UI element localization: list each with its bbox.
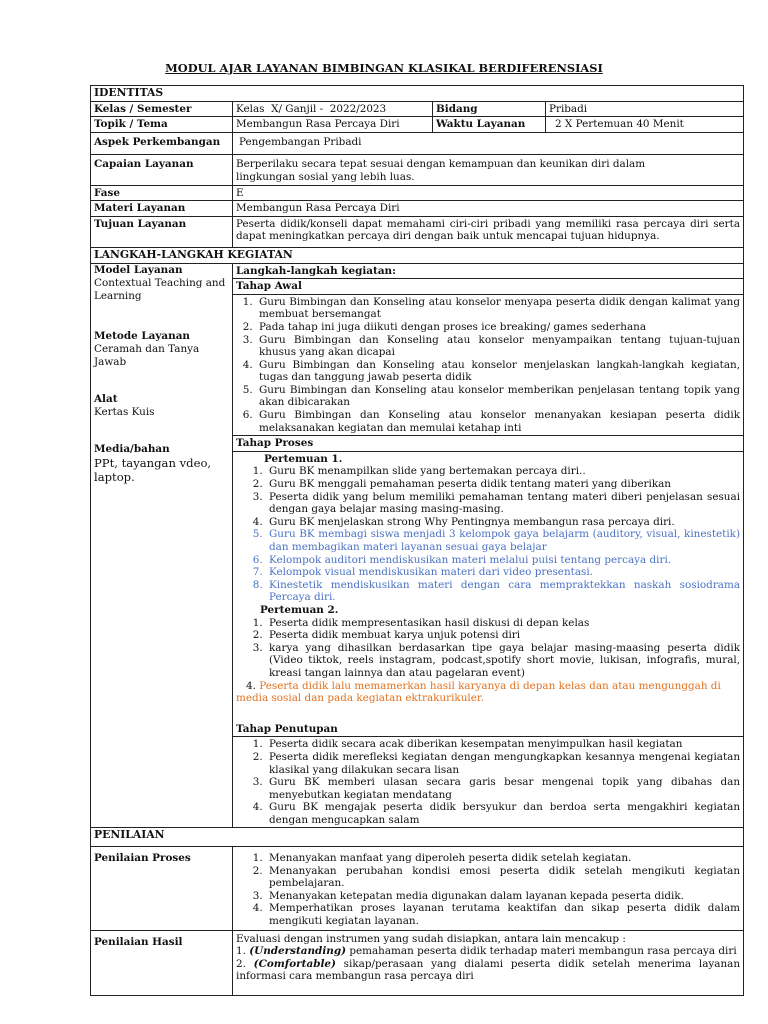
media-value: PPt, tayangan vdeo, laptop. [94, 455, 212, 484]
list-item: 4. Memperhatikan proses layanan terutama keaktifan dan sikap peserta didik dalam mengikuti kegiatan layanan. [266, 902, 740, 927]
media-label: Media/bahan [94, 443, 170, 456]
list-item: 2. Menanyakan perubahan kondisi emosi peserta didik setelah mengikuti kegiatan pembelajaran. [266, 865, 740, 890]
awal-heading: Tahap Awal [233, 279, 743, 295]
pertemuan2-list [236, 617, 740, 680]
list-item: 1. Guru BK menampilkan slide yang bertemakan percaya diri.. [266, 465, 740, 478]
list-item: 8. Kinestetik mendiskusikan materi dengan cara mempraktekkan naskah sosiodrama Percaya diri. [266, 579, 740, 604]
list-item: 3. Guru BK memberi ulasan secara garis besar mengenai topik yang dibahas dan menyebutkan kegiatan mendatang [266, 776, 740, 801]
langkah-right-column [233, 263, 744, 828]
pertemuan1-title: Pertemuan 1. [264, 452, 343, 465]
identitas-heading-row [91, 86, 744, 102]
list-item: 4. Guru BK menjelaskan strong Why Pentingnya membangun rasa percaya diri. [266, 516, 740, 529]
pertemuan2-item4 [236, 680, 740, 705]
proses-cell [233, 451, 743, 736]
proses-heading: Tahap Proses [233, 436, 743, 452]
aspek-value [233, 132, 744, 155]
list-item: 2. Peserta didik membuat karya unjuk potensi diri [266, 629, 740, 642]
topik-value: Membangun Rasa Percaya Diri [233, 117, 433, 133]
penilaian-proses-list [236, 852, 740, 928]
penilaian-hasil-value [233, 930, 744, 995]
hasil-item-2 [236, 958, 740, 983]
list-item: 4. Guru BK mengajak peserta didik bersyukur dan berdoa serta mengakhiri kegiatan dengan mengucapkan salam [266, 801, 740, 826]
tujuan-row [91, 216, 744, 247]
kelas-value: Kelas X/ Ganjil - 2022/2023 [233, 101, 433, 117]
materi-label: Materi Layanan [91, 201, 233, 217]
hasil-2-term: (Comfortable) [253, 957, 336, 970]
list-item: 3. Peserta didik yang belum memiliki pemahaman tentang materi diberi penjelasan sesuai dengan gaya belajar masing masing-masing. [266, 491, 740, 516]
penilaian-heading-row [91, 828, 744, 847]
hasil-2-text: sikap/perasaan yang dialami peserta didik setelah menerima layanan informasi cara membangun rasa percaya diri [236, 957, 741, 983]
penutupan-cell [233, 737, 743, 828]
awal-cell [233, 294, 743, 436]
list-item: 1. Peserta didik secara acak diberikan kesempatan menyimpulkan hasil kegiatan [266, 738, 740, 751]
aspek-label: Aspek Perkembangan [91, 132, 233, 155]
langkah-body-row [91, 263, 744, 828]
identitas-heading: IDENTITAS [91, 86, 744, 102]
hasil-1-num: 1. [236, 945, 246, 958]
list-item: 2. Pada tahap ini juga diikuti dengan proses ice breaking/ games sederhana [256, 321, 740, 334]
tujuan-label: Tujuan Layanan [91, 216, 233, 247]
list-item: 1. Guru Bimbingan dan Konseling atau konselor menyapa peserta didik dengan kalimat yang membuat bersemangat [256, 296, 740, 321]
langkah-heading: LANGKAH-LANGKAH KEGIATAN [91, 247, 744, 263]
penilaian-heading: PENILAIAN [91, 828, 744, 847]
bidang-value: Pribadi [546, 101, 744, 117]
list-item: 5. Guru BK membagi siswa menjadi 3 kelompok gaya belajarm (auditory, visual, kinestetik) dan membagikan materi layanan sesuai gaya belajar [266, 528, 740, 553]
penilaian-proses-label: Penilaian Proses [91, 847, 233, 931]
pertemuan1-list [236, 465, 740, 604]
list-item: 3. karya yang dihasilkan berdasarkan tipe gaya belajar masing-maasing peserta didik (Video tiktok, reels instagram, podcast,spotify short movie, lukisan, infografis, mural, kreasi tangan lainnya dan atau pagelaran event) [266, 642, 740, 680]
steps-inner-table [233, 264, 743, 828]
metode-value: Ceramah dan Tanya Jawab [94, 342, 200, 368]
aspek-value-text: Pengembangan Pribadi [239, 135, 362, 148]
list-item: 5. Guru Bimbingan dan Konseling atau konselor memberikan penjelasan tentang topik yang akan dibicarakan [256, 384, 740, 409]
list-item: 6. Guru Bimbingan dan Konseling atau konselor menanyakan kesiapan peserta didik melaksanakan kegiatan dan memulai ketahap inti [256, 409, 740, 434]
langkah-heading-row [91, 247, 744, 263]
list-item: 1. Menanyakan manfaat yang diperoleh peserta didik setelah kegiatan. [266, 852, 740, 865]
capaian-value-text: Berperilaku secara tepat sesuai dengan kemampuan dan keunikan diri dalam lingkungan sosial yang lebih luas. [236, 158, 646, 183]
list-item: 7. Kelompok visual mendiskusikan materi dari video presentasi. [266, 566, 740, 579]
fase-label: Fase [91, 185, 233, 201]
steps-heading: Langkah-langkah kegiatan: [233, 264, 743, 279]
list-item: 2. Guru BK menggali pemahaman peserta didik tentang materi yang diberikan [266, 478, 740, 491]
aspek-row [91, 132, 744, 155]
hasil-2-num: 2. [236, 957, 246, 970]
alat-value: Kertas Kuis [94, 405, 155, 418]
hasil-item-1 [236, 945, 740, 958]
list-item: 1. Peserta didik mempresentasikan hasil diskusi di depan kelas [266, 617, 740, 630]
kelas-label: Kelas / Semester [91, 101, 233, 117]
fase-value: E [233, 185, 744, 201]
penutupan-list [236, 738, 740, 826]
list-item: 2. Peserta didik merefleksi kegiatan dengan mengungkapkan kesannya mengenai kegiatan klasikal yang dilakukan secara lisan [266, 751, 740, 776]
list-item: 3. Guru Bimbingan dan Konseling atau konselor menyampaikan tentang tujuan-tujuan khusus yang akan dicapai [256, 334, 740, 359]
hasil-1-term: (Understanding) [249, 945, 347, 958]
list-item: 6. Kelompok auditori mendiskusikan materi melalui puisi tentang percaya diri. [266, 554, 740, 567]
penilaian-hasil-row [91, 930, 744, 995]
materi-row [91, 201, 744, 217]
penilaian-hasil-label: Penilaian Hasil [91, 930, 233, 995]
metode-label: Metode Layanan [94, 330, 190, 343]
topik-label: Topik / Tema [91, 117, 233, 133]
module-table [90, 85, 744, 996]
list-item: 3. Menanyakan ketepatan media digunakan dalam layanan kepada peserta didik. [266, 890, 740, 903]
capaian-row [91, 155, 744, 185]
awal-list [236, 296, 740, 435]
penutupan-heading: Tahap Penutupan [236, 722, 338, 735]
document-title: MODUL AJAR LAYANAN BIMBINGAN KLASIKAL BERDIFERENSIASI [165, 61, 603, 75]
waktu-value [546, 117, 744, 133]
model-label: Model Layanan [94, 263, 183, 276]
kelas-row [91, 101, 744, 117]
topik-row [91, 117, 744, 133]
capaian-value [233, 155, 744, 185]
waktu-value-text: 2 X Pertemuan 40 Menit [555, 118, 684, 131]
waktu-label: Waktu Layanan [433, 117, 546, 133]
bidang-label: Bidang [433, 101, 546, 117]
hasil-intro: Evaluasi dengan instrumen yang sudah disiapkan, antara lain mencakup : [236, 932, 626, 945]
model-value: Contextual Teaching and Learning [94, 277, 226, 302]
langkah-left-column [91, 263, 233, 828]
fase-row [91, 185, 744, 201]
capaian-label: Capaian Layanan [91, 155, 233, 185]
list-item: 4. Guru Bimbingan dan Konseling atau konselor menjelaskan langkah-langkah kegiatan, tugas dan tanggung jawab peserta didik [256, 359, 740, 384]
pertemuan2-item4-num: 4. [246, 679, 256, 692]
penilaian-proses-row [91, 847, 744, 931]
hasil-1-text: pemahaman peserta didik terhadap materi membangun rasa percaya diri [346, 945, 737, 958]
tujuan-value: Peserta didik/konseli dapat memahami ciri-ciri pribadi yang memiliki rasa percaya diri serta dapat meningkatkan percaya diri dengan baik untuk mencapai tujuan hidupnya. [233, 216, 744, 247]
alat-label: Alat [94, 393, 118, 406]
materi-value: Membangun Rasa Percaya Diri [233, 201, 744, 217]
penilaian-proses-value [233, 847, 744, 931]
pertemuan2-item4-text: Peserta didik lalu memamerkan hasil karyanya di depan kelas dan atau mengunggah di media sosial dan pada kegiatan ektrakurikuler. [236, 679, 721, 705]
pertemuan2-title: Pertemuan 2. [260, 603, 339, 616]
